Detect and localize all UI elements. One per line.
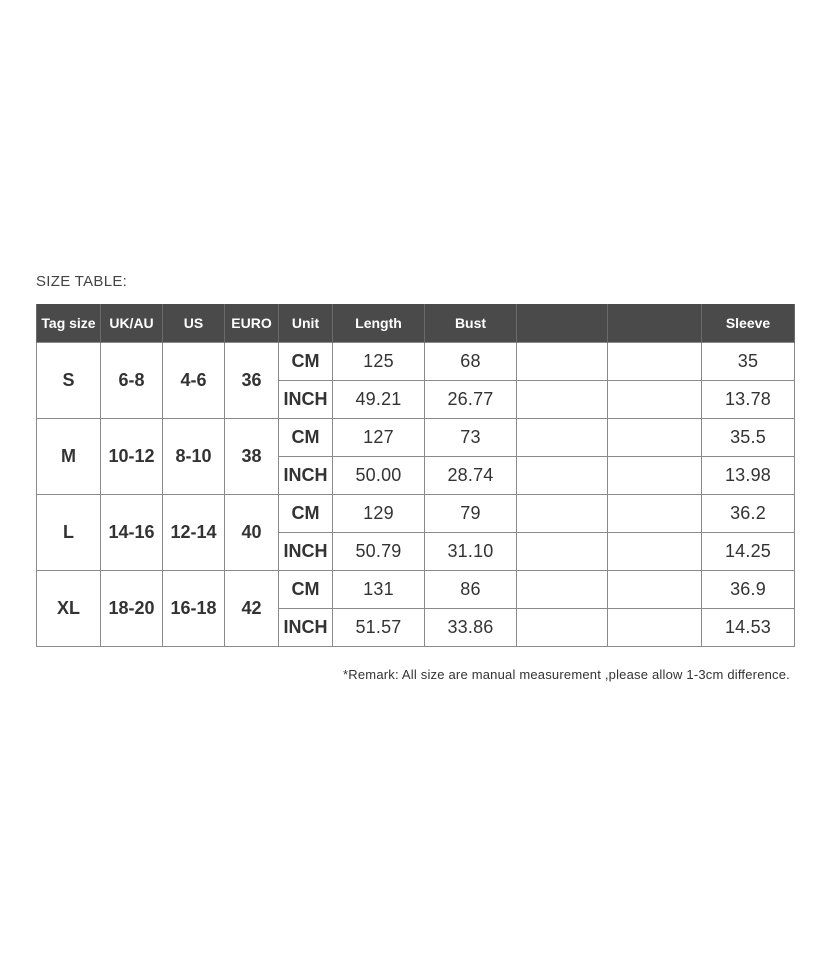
sleeve-cell: 36.9 xyxy=(702,571,795,609)
tag-size-cell: M xyxy=(37,419,101,495)
us-cell: 8-10 xyxy=(163,419,225,495)
header-uk-au: UK/AU xyxy=(101,304,163,343)
uk-au-cell: 18-20 xyxy=(101,571,163,647)
tag-size-cell: XL xyxy=(37,571,101,647)
bust-cell: 26.77 xyxy=(425,381,517,419)
bust-cell: 68 xyxy=(425,343,517,381)
bust-cell: 86 xyxy=(425,571,517,609)
length-cell: 50.79 xyxy=(333,533,425,571)
header-row xyxy=(37,304,795,343)
uk-au-cell: 6-8 xyxy=(101,343,163,419)
sleeve-cell: 13.78 xyxy=(702,381,795,419)
header-us: US xyxy=(163,304,225,343)
header-euro: EURO xyxy=(225,304,279,343)
sleeve-cell: 36.2 xyxy=(702,495,795,533)
us-cell: 4-6 xyxy=(163,343,225,419)
header-blank-2 xyxy=(608,304,702,343)
length-cell: 125 xyxy=(333,343,425,381)
table-row xyxy=(37,571,795,609)
unit-cell: INCH xyxy=(279,533,333,571)
us-cell: 12-14 xyxy=(163,495,225,571)
table-row xyxy=(37,419,795,457)
euro-cell: 42 xyxy=(225,571,279,647)
uk-au-cell: 10-12 xyxy=(101,419,163,495)
unit-cell: CM xyxy=(279,419,333,457)
euro-cell: 40 xyxy=(225,495,279,571)
euro-cell: 36 xyxy=(225,343,279,419)
length-cell: 49.21 xyxy=(333,381,425,419)
bust-cell: 33.86 xyxy=(425,609,517,647)
unit-cell: INCH xyxy=(279,381,333,419)
tag-size-cell: L xyxy=(37,495,101,571)
header-unit: Unit xyxy=(279,304,333,343)
blank-cell xyxy=(608,533,702,571)
unit-cell: INCH xyxy=(279,457,333,495)
sleeve-cell: 35.5 xyxy=(702,419,795,457)
header-sleeve: Sleeve xyxy=(702,304,795,343)
tag-size-cell: S xyxy=(37,343,101,419)
bust-cell: 28.74 xyxy=(425,457,517,495)
blank-cell xyxy=(608,495,702,533)
blank-cell xyxy=(517,343,608,381)
blank-cell xyxy=(608,419,702,457)
header-blank-1 xyxy=(517,304,608,343)
length-cell: 127 xyxy=(333,419,425,457)
blank-cell xyxy=(517,381,608,419)
blank-cell xyxy=(517,457,608,495)
header-tag-size: Tag size xyxy=(37,304,101,343)
unit-cell: CM xyxy=(279,495,333,533)
table-row xyxy=(37,495,795,533)
us-cell: 16-18 xyxy=(163,571,225,647)
blank-cell xyxy=(608,343,702,381)
header-length: Length xyxy=(333,304,425,343)
size-table-caption: SIZE TABLE: xyxy=(36,273,128,290)
remark-note: *Remark: All size are manual measurement ,please allow 1-3cm difference. xyxy=(343,667,790,682)
sleeve-cell: 14.25 xyxy=(702,533,795,571)
bust-cell: 73 xyxy=(425,419,517,457)
sleeve-cell: 13.98 xyxy=(702,457,795,495)
unit-cell: CM xyxy=(279,343,333,381)
sleeve-cell: 35 xyxy=(702,343,795,381)
length-cell: 50.00 xyxy=(333,457,425,495)
bust-cell: 31.10 xyxy=(425,533,517,571)
unit-cell: CM xyxy=(279,571,333,609)
uk-au-cell: 14-16 xyxy=(101,495,163,571)
blank-cell xyxy=(517,419,608,457)
blank-cell xyxy=(608,571,702,609)
length-cell: 129 xyxy=(333,495,425,533)
blank-cell xyxy=(517,609,608,647)
blank-cell xyxy=(517,533,608,571)
sleeve-cell: 14.53 xyxy=(702,609,795,647)
blank-cell xyxy=(608,609,702,647)
header-bust: Bust xyxy=(425,304,517,343)
blank-cell xyxy=(517,571,608,609)
table-row xyxy=(37,343,795,381)
blank-cell xyxy=(517,495,608,533)
length-cell: 51.57 xyxy=(333,609,425,647)
bust-cell: 79 xyxy=(425,495,517,533)
length-cell: 131 xyxy=(333,571,425,609)
euro-cell: 38 xyxy=(225,419,279,495)
blank-cell xyxy=(608,381,702,419)
size-table xyxy=(36,304,795,647)
unit-cell: INCH xyxy=(279,609,333,647)
blank-cell xyxy=(608,457,702,495)
